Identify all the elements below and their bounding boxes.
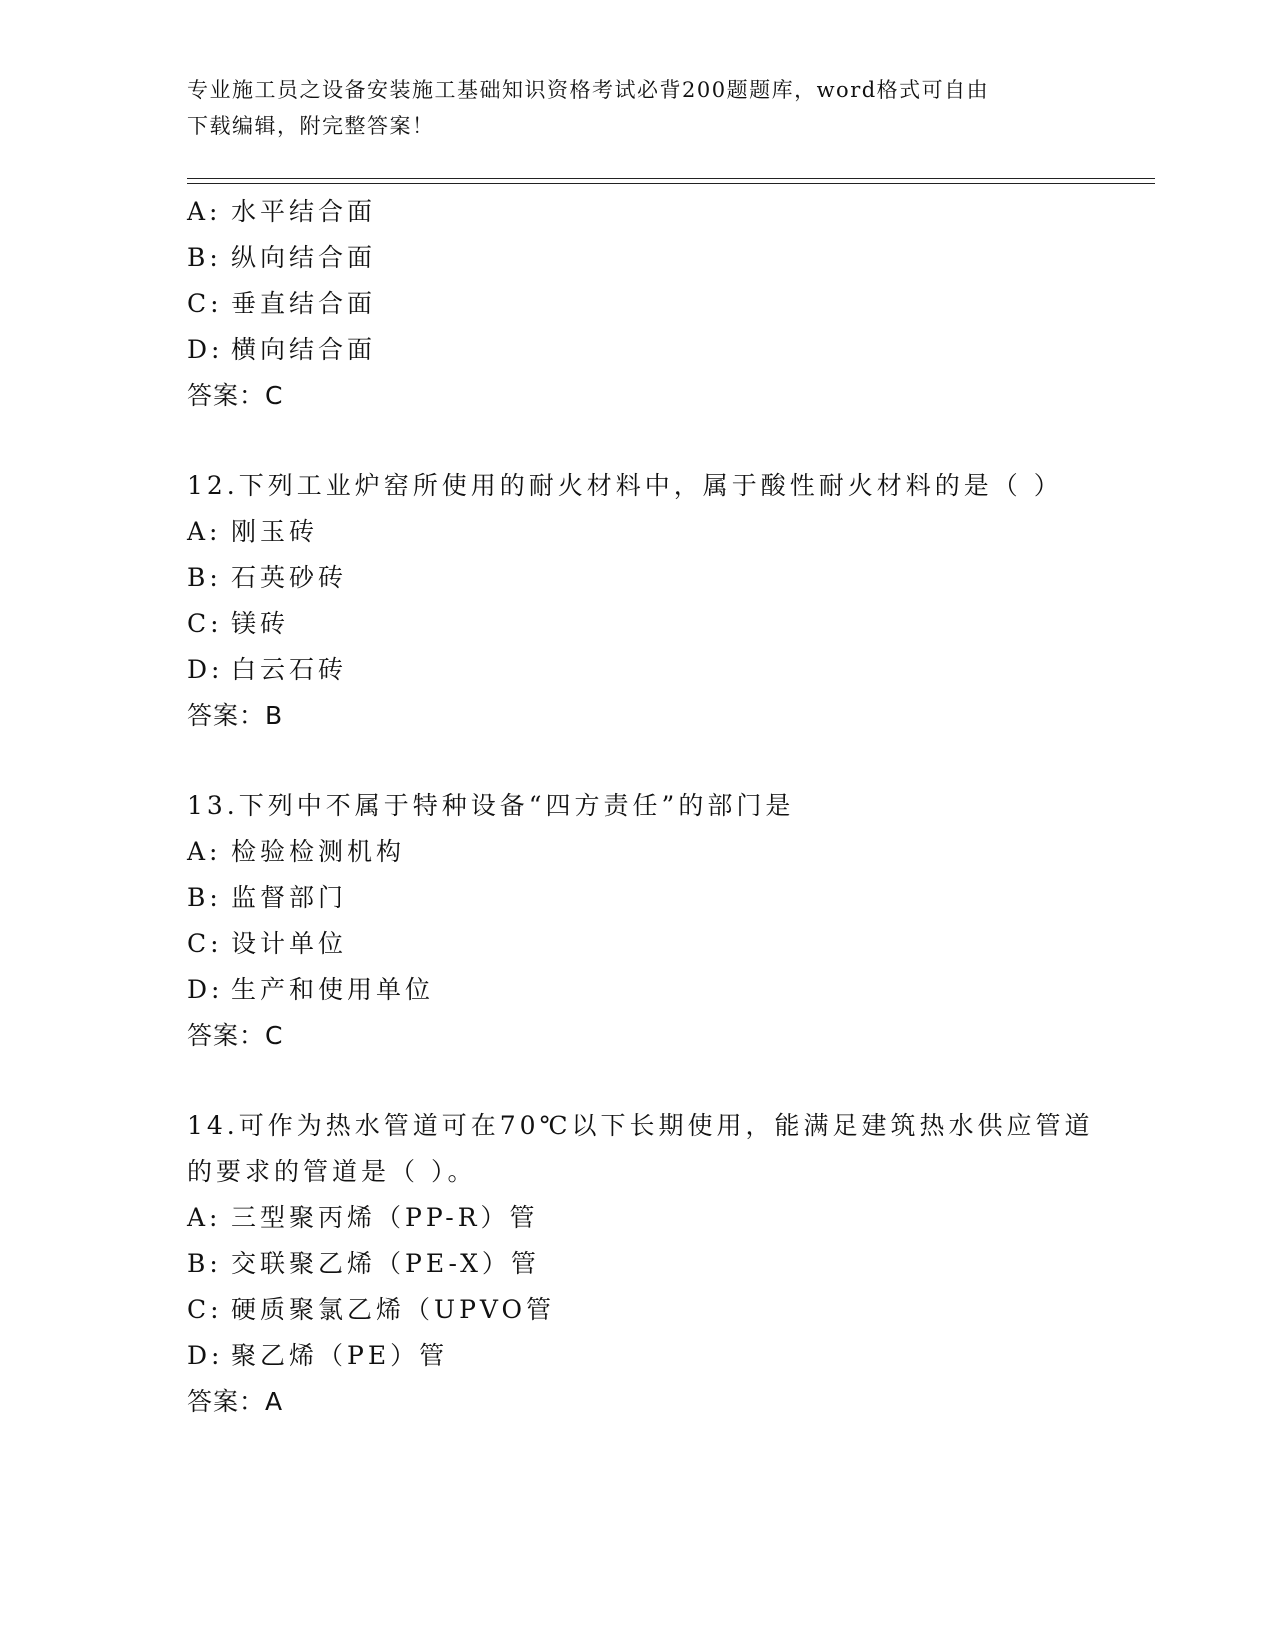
question-13 <box>187 783 1087 1059</box>
option-text: 生产和使用单位 <box>231 975 435 1004</box>
answer-line: 答案：B <box>187 701 284 730</box>
option-c <box>187 1287 1087 1333</box>
option-b <box>187 235 1087 281</box>
option-key: C: <box>187 609 223 638</box>
option-key: A: <box>187 837 222 866</box>
option-text: 聚乙烯（PE）管 <box>231 1341 449 1370</box>
option-b <box>187 555 1087 601</box>
option-text: 镁砖 <box>231 609 290 638</box>
spacer <box>187 739 1087 783</box>
answer-line: 答案：C <box>187 381 284 410</box>
option-key: C: <box>187 1295 223 1324</box>
question-11 <box>187 189 1087 419</box>
option-c <box>187 921 1087 967</box>
option-key: D: <box>187 655 224 684</box>
header-line-1: 专业施工员之设备安装施工基础知识资格考试必背200题题库，word格式可自由 <box>187 78 990 102</box>
option-a <box>187 829 1087 875</box>
option-d <box>187 647 1087 693</box>
option-a <box>187 189 1087 235</box>
option-b <box>187 1241 1087 1287</box>
answer-line: 答案：C <box>187 1021 284 1050</box>
question-list <box>187 189 1094 1425</box>
option-text: 硬质聚氯乙烯（UPVO管 <box>231 1295 556 1324</box>
option-text: 监督部门 <box>231 883 348 912</box>
header-line-2: 下载编辑，附完整答案！ <box>187 114 435 138</box>
option-d <box>187 327 1087 373</box>
spacer <box>187 419 1087 463</box>
option-key: A: <box>187 197 222 226</box>
option-key: C: <box>187 289 223 318</box>
option-text: 横向结合面 <box>231 335 377 364</box>
spacer <box>187 1059 1087 1103</box>
option-text: 垂直结合面 <box>231 289 377 318</box>
question-14 <box>187 1103 1094 1425</box>
question-stem: 14.可作为热水管道可在70℃以下长期使用，能满足建筑热水供应管道 <box>187 1111 1094 1140</box>
option-text: 刚玉砖 <box>231 517 319 546</box>
option-text: 水平结合面 <box>231 197 377 226</box>
option-c <box>187 281 1087 327</box>
option-key: C: <box>187 929 223 958</box>
option-text: 石英砂砖 <box>231 563 348 592</box>
option-text: 设计单位 <box>231 929 348 958</box>
question-stem: 13.下列中不属于特种设备“四方责任”的部门是 <box>187 791 795 820</box>
option-key: B: <box>187 1249 222 1278</box>
option-b <box>187 875 1087 921</box>
option-key: B: <box>187 563 222 592</box>
option-key: D: <box>187 1341 224 1370</box>
option-d <box>187 1333 1087 1379</box>
option-key: A: <box>187 517 222 546</box>
option-c <box>187 601 1087 647</box>
option-d <box>187 967 1087 1013</box>
answer-line: 答案：A <box>187 1387 284 1416</box>
option-text: 检验检测机构 <box>231 837 406 866</box>
option-a <box>187 509 1087 555</box>
option-text: 三型聚丙烯（PP-R）管 <box>231 1203 539 1232</box>
option-a <box>187 1195 1087 1241</box>
option-text: 纵向结合面 <box>231 243 377 272</box>
question-stem-continued: 的要求的管道是（ ）。 <box>187 1157 477 1186</box>
question-12 <box>187 463 1087 739</box>
header-divider-bottom <box>187 183 1155 184</box>
option-key: A: <box>187 1203 222 1232</box>
option-key: D: <box>187 335 224 364</box>
option-text: 交联聚乙烯（PE-X）管 <box>231 1249 540 1278</box>
option-key: D: <box>187 975 224 1004</box>
option-key: B: <box>187 883 222 912</box>
document-header <box>187 72 1067 144</box>
question-stem: 12.下列工业炉窑所使用的耐火材料中，属于酸性耐火材料的是（ ） <box>187 471 1063 500</box>
option-text: 白云石砖 <box>231 655 348 684</box>
option-key: B: <box>187 243 222 272</box>
header-divider-top <box>187 178 1155 179</box>
